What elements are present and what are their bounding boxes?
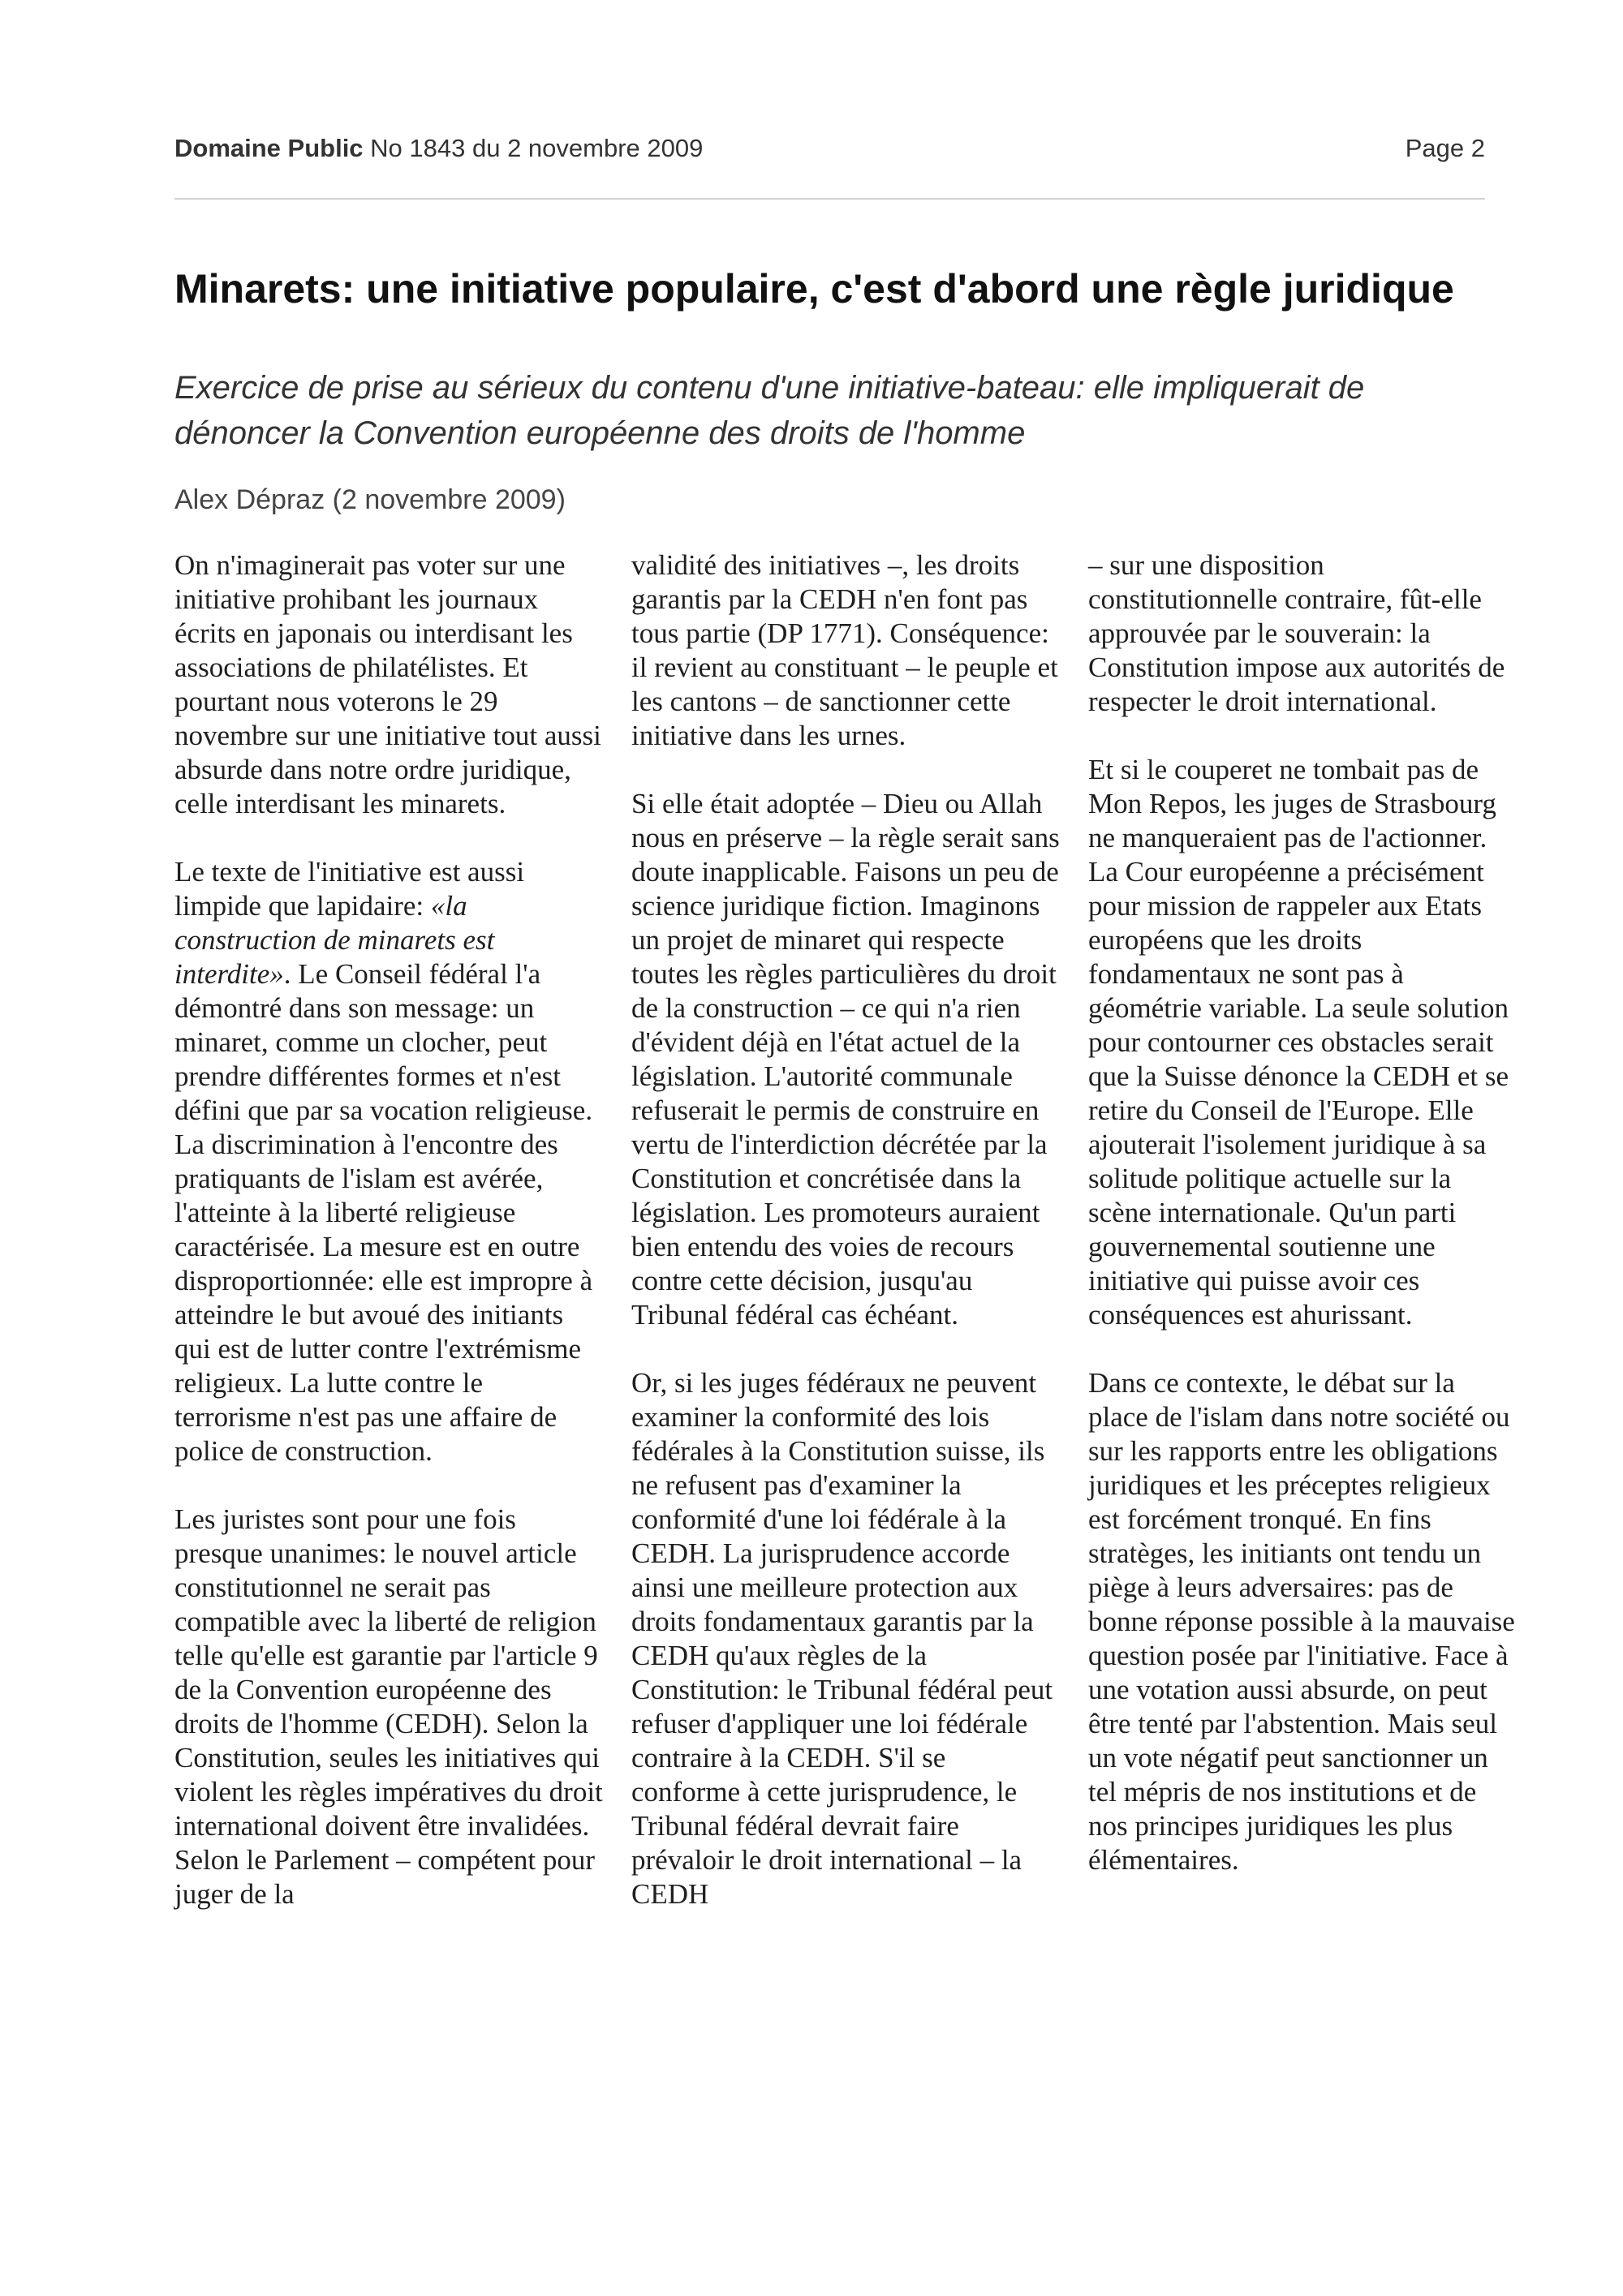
text-column-1 bbox=[174, 548, 605, 1946]
paragraph-4: Si elle était adoptée – Dieu ou Allah nous en préserve – la règle serait sans doute inapplicable. Faisons un peu de science juridique fiction. Imaginons un projet de minaret qui respecte toutes les règles particulières du droit de la construction – ce qui n'a rien d'évident déjà en l'état actuel de la législation. L'autorité communale refuserait le permis de construire en vertu de l'interdiction décrétée par la Constitution et concrétisée dans la législation. Les promoteurs auraient bien entendu des voies de recours contre cette décision, jusqu'au Tribunal fédéral cas échéant. bbox=[631, 788, 1060, 1331]
header-divider bbox=[174, 198, 1485, 200]
article-byline: Alex Dépraz (2 novembre 2009) bbox=[174, 484, 566, 515]
paragraph-1: On n'imaginerait pas voter sur une initiative prohibant les journaux écrits en japonais ou interdisant les associations de philatélistes. Et pourtant nous voterons le 29 novembre sur une initiative tout aussi absurde dans notre ordre juridique, celle interdisant les minarets. bbox=[174, 549, 601, 819]
page-number: Page 2 bbox=[1405, 134, 1485, 162]
article-subtitle: Exercice de prise au sérieux du contenu d'une initiative-bateau: elle impliquerait de dénoncer la Convention européenne des droits de l'homme bbox=[174, 370, 1365, 451]
paragraph-5-part-1: Or, si les juges fédéraux ne peuvent examiner la conformité des lois fédérales à la Constitution suisse, ils ne refusent pas d'examiner la conformité d'une loi fédérale à la CEDH. La jurisprudence accorde ainsi une meilleure protection aux droits fondamentaux garantis par la CEDH qu'aux règles de la Constitution: le Tribunal fédéral peut refuser d'appliquer une loi fédérale contraire à la CEDH. S'il se conforme à cette jurisprudence, le Tribunal fédéral devrait faire prévaloir le droit international – la CEDH bbox=[631, 1367, 1053, 1910]
initiative-quote: «la construction de minarets est interdite» bbox=[174, 890, 495, 990]
publication-name: Domaine Public bbox=[174, 134, 364, 162]
paragraph-6: Et si le couperet ne tombait pas de Mon Repos, les juges de Strasbourg ne manqueraient pas de l'actionner. La Cour européenne a précisément pour mission de rappeler aux Etats européens que les droits fondamentaux ne sont pas à géométrie variable. La seule solution pour contourner ces obstacles serait que la Suisse dénonce la CEDH et se retire du Conseil de l'Europe. Elle ajouterait l'isolement juridique à sa solitude politique actuelle sur la scène internationale. Qu'un parti gouvernemental soutienne une initiative qui puisse avoir ces conséquences est ahurissant. bbox=[1088, 754, 1509, 1331]
paragraph-3-part-2: validité des initiatives –, les droits garantis par la CEDH n'en font pas tous partie (DP 1771). Conséquence: il revient au constituant – le peuple et les cantons – de sanctionner cette initiative dans les urnes. bbox=[631, 549, 1058, 751]
paragraph-5-part-2: – sur une disposition constitutionnelle contraire, fût-elle approuvée par le souverain: la Constitution impose aux autorités de respecter le droit international. bbox=[1088, 549, 1505, 717]
issue-info: No 1843 du 2 novembre 2009 bbox=[370, 134, 704, 162]
text-column-2 bbox=[631, 548, 1061, 1946]
paragraph-2 bbox=[174, 855, 605, 1468]
paragraph-7: Dans ce contexte, le débat sur la place de l'islam dans notre société ou sur les rapports entre les obligations juridiques et les préceptes religieux est forcément tronqué. En fins stratèges, les initiants ont tendu un piège à leurs adversaires: pas de bonne réponse possible à la mauvaise question posée par l'initiative. Face à une votation aussi absurde, on peut être tenté par l'abstention. Mais seul un vote négatif peut sanctionner un tel mépris de nos institutions et de nos principes juridiques les plus élémentaires. bbox=[1088, 1367, 1515, 1876]
publication-info bbox=[174, 134, 703, 163]
paragraph-3-part-1: Les juristes sont pour une fois presque unanimes: le nouvel article constitutionnel ne serait pas compatible avec la liberté de religion telle qu'elle est garantie par l'article 9 de la Convention européenne des droits de l'homme (CEDH). Selon la Constitution, seules les initiatives qui violent les règles impératives du droit international doivent être invalidées. Selon le Parlement – compétent pour juger de la bbox=[174, 1503, 603, 1910]
paragraph-2-start: Le texte de l'initiative est aussi limpide que lapidaire: bbox=[174, 856, 525, 922]
paragraph-2-end: . Le Conseil fédéral l'a démontré dans son message: un minaret, comme un clocher, peut prendre différentes formes et n'est défini que par sa vocation religieuse. La discrimination à l'encontre des pratiquants de l'islam est avérée, l'atteinte à la liberté religieuse caractérisée. La mesure est en outre disproportionnée: elle est impropre à atteindre le but avoué des initiants qui est de lutter contre l'extrémisme religieux. La lutte contre le terrorisme n'est pas une affaire de police de construction. bbox=[174, 958, 593, 1467]
text-column-3 bbox=[1088, 548, 1518, 1911]
article-title: Minarets: une initiative populaire, c'est d'abord une règle juridique bbox=[174, 266, 1454, 312]
